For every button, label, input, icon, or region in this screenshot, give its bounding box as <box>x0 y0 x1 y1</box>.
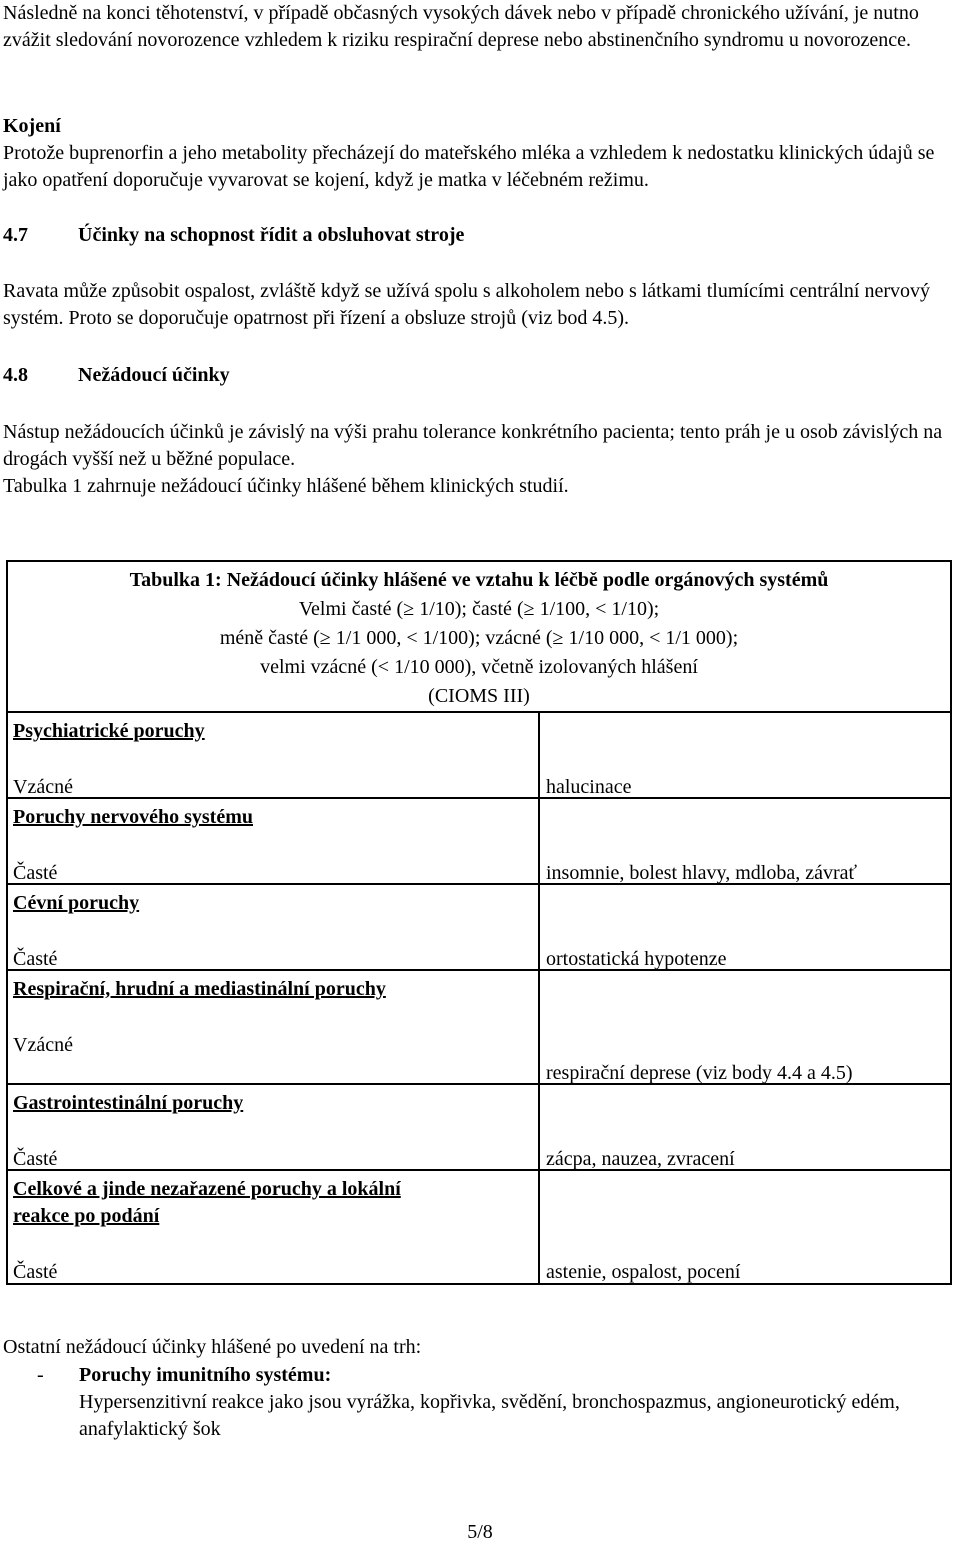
effect: respirační deprese (viz body 4.4 a 4.5) <box>546 1062 853 1084</box>
table-cell-effect <box>539 712 951 798</box>
breastfeeding-heading: Kojení <box>3 115 61 137</box>
table-cell-effect <box>539 1084 951 1170</box>
immune-disorders-text: Hypersenzitivní reakce jako jsou vyrážka, kopřivka, svědění, bronchospazmus, angioneurotický edém, anafylaktický šok <box>79 1391 900 1440</box>
section-4-7-text: Ravata může způsobit ospalost, zvláště když se užívá spolu s alkoholem nebo s látkami tlumícími centrální nervový systém. Proto se doporučuje opatrnost při řízení a obsluze strojů (viz bod 4.5). <box>3 280 931 329</box>
effect: astenie, ospalost, pocení <box>546 1261 741 1283</box>
system-name: Celkové a jinde nezařazené poruchy a lokální <box>13 1178 401 1200</box>
effect: insomnie, bolest hlavy, mdloba, závrať <box>546 862 858 884</box>
table-frequency-line-1: Velmi časté (≥ 1/10); časté (≥ 1/100, < 1/10); <box>298 598 660 620</box>
table-row <box>7 1170 951 1284</box>
frequency: Vzácné <box>13 1034 73 1056</box>
table-cell-system <box>7 1170 539 1284</box>
section-4-8-text2: Tabulka 1 zahrnuje nežádoucí účinky hlášené během klinických studií. <box>3 475 569 497</box>
table-cell-effect <box>539 1170 951 1284</box>
section-4-7-title: Účinky na schopnost řídit a obsluhovat stroje <box>78 224 465 246</box>
table-row <box>7 970 951 1084</box>
frequency: Časté <box>13 948 58 970</box>
section-4-8-text1: Nástup nežádoucích účinků je závislý na výši prahu tolerance konkrétního pacienta; tento práh je u osob závislých na drogách vyšší než u běžné populace. <box>3 421 943 470</box>
system-name: Gastrointestinální poruchy <box>13 1092 244 1114</box>
frequency: Časté <box>13 862 58 884</box>
table-row <box>7 884 951 970</box>
table-cell-effect <box>539 798 951 884</box>
effect: zácpa, nauzea, zvracení <box>546 1148 735 1170</box>
table-cell-system <box>7 798 539 884</box>
section-4-7-number: 4.7 <box>3 224 28 246</box>
table-row <box>7 798 951 884</box>
table-row <box>7 712 951 798</box>
bullet-dash: - <box>37 1364 44 1386</box>
table-title: Tabulka 1: Nežádoucí účinky hlášené ve vztahu k léčbě podle orgánových systémů <box>129 569 829 591</box>
adverse-effects-table <box>6 560 952 1285</box>
breastfeeding-text: Protože buprenorfin a jeho metabolity přecházejí do mateřského mléka a vzhledem k nedostatku klinických údajů se jako opatření doporučuje vyvarovat se kojení, když je matka v léčebném režimu. <box>3 142 935 191</box>
frequency: Časté <box>13 1148 58 1170</box>
table-cell-system <box>7 1084 539 1170</box>
table-cell-effect <box>539 970 951 1084</box>
table-cell-system <box>7 884 539 970</box>
page-number: 5/8 <box>467 1521 493 1543</box>
table-caption <box>7 561 951 712</box>
section-4-8-number: 4.8 <box>3 364 28 386</box>
table-frequency-line-2: méně časté (≥ 1/1 000, < 1/100); vzácné (≥ 1/10 000, < 1/1 000); <box>219 627 739 649</box>
frequency: Vzácné <box>13 776 73 798</box>
section-4-7-heading <box>3 222 464 249</box>
system-name-line-2: reakce po podání <box>13 1205 160 1227</box>
intro-paragraph: Následně na konci těhotenství, v případě občasných vysokých dávek nebo v případě chronického užívání, je nutno zvážit sledování novorozence vzhledem k riziku respirační deprese nebo abstinenčního syndromu u novorozence. <box>3 2 919 51</box>
frequency: Časté <box>13 1261 58 1283</box>
system-name: Respirační, hrudní a mediastinální poruchy <box>13 978 386 1000</box>
table-row <box>7 1084 951 1170</box>
postmarketing-intro: Ostatní nežádoucí účinky hlášené po uvedení na trh: <box>3 1336 422 1358</box>
system-name: Psychiatrické poruchy <box>13 720 205 742</box>
immune-disorders-heading: Poruchy imunitního systému: <box>79 1364 332 1386</box>
table-cell-system <box>7 712 539 798</box>
effect: halucinace <box>546 776 632 798</box>
system-name: Cévní poruchy <box>13 892 140 914</box>
effect: ortostatická hypotenze <box>546 948 727 970</box>
table-frequency-line-3: velmi vzácné (< 1/10 000), včetně izolovaných hlášení <box>260 656 698 678</box>
section-4-8-title: Nežádoucí účinky <box>78 364 230 386</box>
system-name: Poruchy nervového systému <box>13 806 253 828</box>
section-4-8-heading <box>3 362 230 389</box>
table-cell-system <box>7 970 539 1084</box>
table-frequency-line-4: (CIOMS III) <box>428 685 530 707</box>
table-cell-effect <box>539 884 951 970</box>
